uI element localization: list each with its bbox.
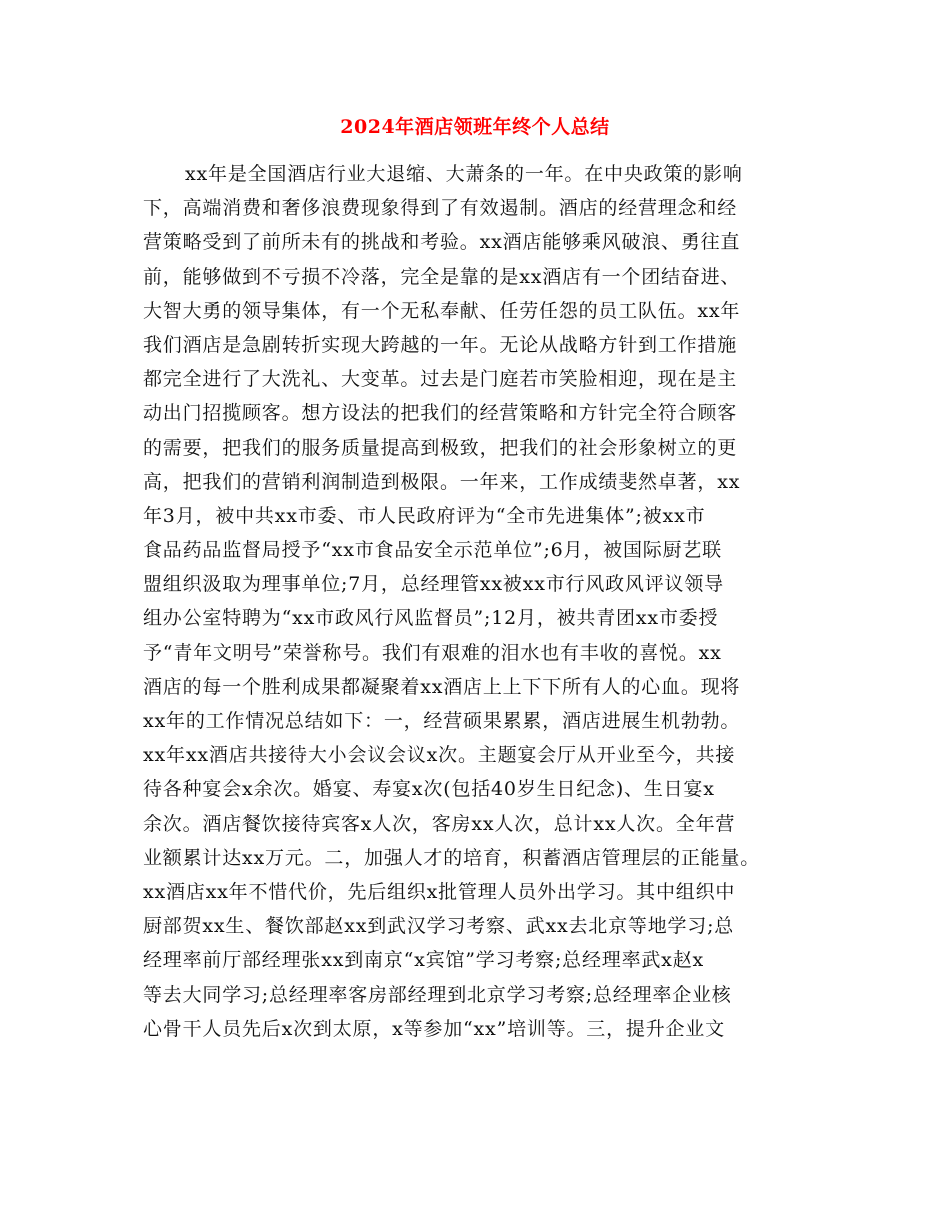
body-line: xx酒店xx年不惜代价，先后组织x批管理人员外出学习。其中组织中 (143, 880, 736, 903)
body-line: 组办公室特聘为“xx市政风行风监督员”;12月，被共青团xx市委授 (143, 607, 719, 630)
body-line: 盟组织汲取为理事单位;7月，总经理管xx被xx市行风政风评议领导 (143, 573, 724, 596)
body-line: 高，把我们的营销利润制造到极限。一年来，工作成绩斐然卓著，xx (143, 470, 741, 493)
body-line: 余次。酒店餐饮接待宾客x人次，客房xx人次，总计xx人次。全年营 (143, 812, 736, 835)
body-line: 前，能够做到不亏损不冷落，完全是靠的是xx酒店有一个团结奋进、 (143, 265, 741, 288)
body-line: 业额累计达xx万元。二，加强人才的培育，积蓄酒店管理层的正能量。 (143, 846, 761, 869)
body-line: xx年的工作情况总结如下：一，经营硕果累累，酒店进展生机勃勃。 (143, 710, 741, 732)
document-title: 2024年酒店领班年终个人总结 (340, 116, 610, 138)
body-line: 酒店的每一个胜利成果都凝聚着xx酒店上上下下所有人的心血。现将 (143, 675, 741, 698)
body-line: 下，高端消费和奢侈浪费现象得到了有效遏制。酒店的经营理念和经 (143, 197, 738, 220)
body-line: 我们酒店是急剧转折实现大跨越的一年。无论从战略方针到工作措施 (143, 333, 738, 356)
document-body (143, 157, 813, 1046)
body-line: 厨部贺xx生、餐饮部赵xx到武汉学习考察、武xx去北京等地学习;总 (143, 915, 735, 938)
body-line: 食品药品监督局授予“xx市食品安全示范单位”;6月，被国际厨艺联 (143, 539, 722, 562)
body-line: xx年是全国酒店行业大退缩、大萧条的一年。在中央政策的影响 (185, 163, 743, 185)
body-line: 年3月，被中共xx市委、市人民政府评为“全市先进集体”;被xx市 (143, 504, 706, 527)
body-line: 的需要，把我们的服务质量提高到极致，把我们的社会形象树立的更 (143, 436, 738, 459)
body-line: 大智大勇的领导集体，有一个无私奉献、任劳任怨的员工队伍。xx年 (143, 299, 741, 322)
body-line: xx年xx酒店共接待大小会议会议x次。主题宴会厅从开业至今，共接 (143, 744, 736, 767)
body-line: 经理率前厅部经理张xx到南京“x宾馆”学习考察;总经理率武x赵x (143, 949, 705, 972)
body-line: 待各种宴会x余次。婚宴、寿宴x次(包括40岁生日纪念)、生日宴x (143, 778, 715, 801)
body-line: 等去大同学习;总经理率客房部经理到北京学习考察;总经理率企业核 (143, 983, 732, 1006)
body-line: 营策略受到了前所未有的挑战和考验。xx酒店能够乘风破浪、勇往直 (143, 231, 741, 254)
body-line: 心骨干人员先后x次到太原，x等参加“xx”培训等。三，提升企业文 (143, 1017, 725, 1040)
body-line: 动出门招揽顾客。想方设法的把我们的经营策略和方针完全符合顾客 (143, 402, 738, 425)
body-line: 都完全进行了大洗礼、大变革。过去是门庭若市笑脸相迎，现在是主 (143, 368, 738, 391)
body-line: 予“青年文明号”荣誉称号。我们有艰难的泪水也有丰收的喜悦。xx (143, 641, 722, 664)
